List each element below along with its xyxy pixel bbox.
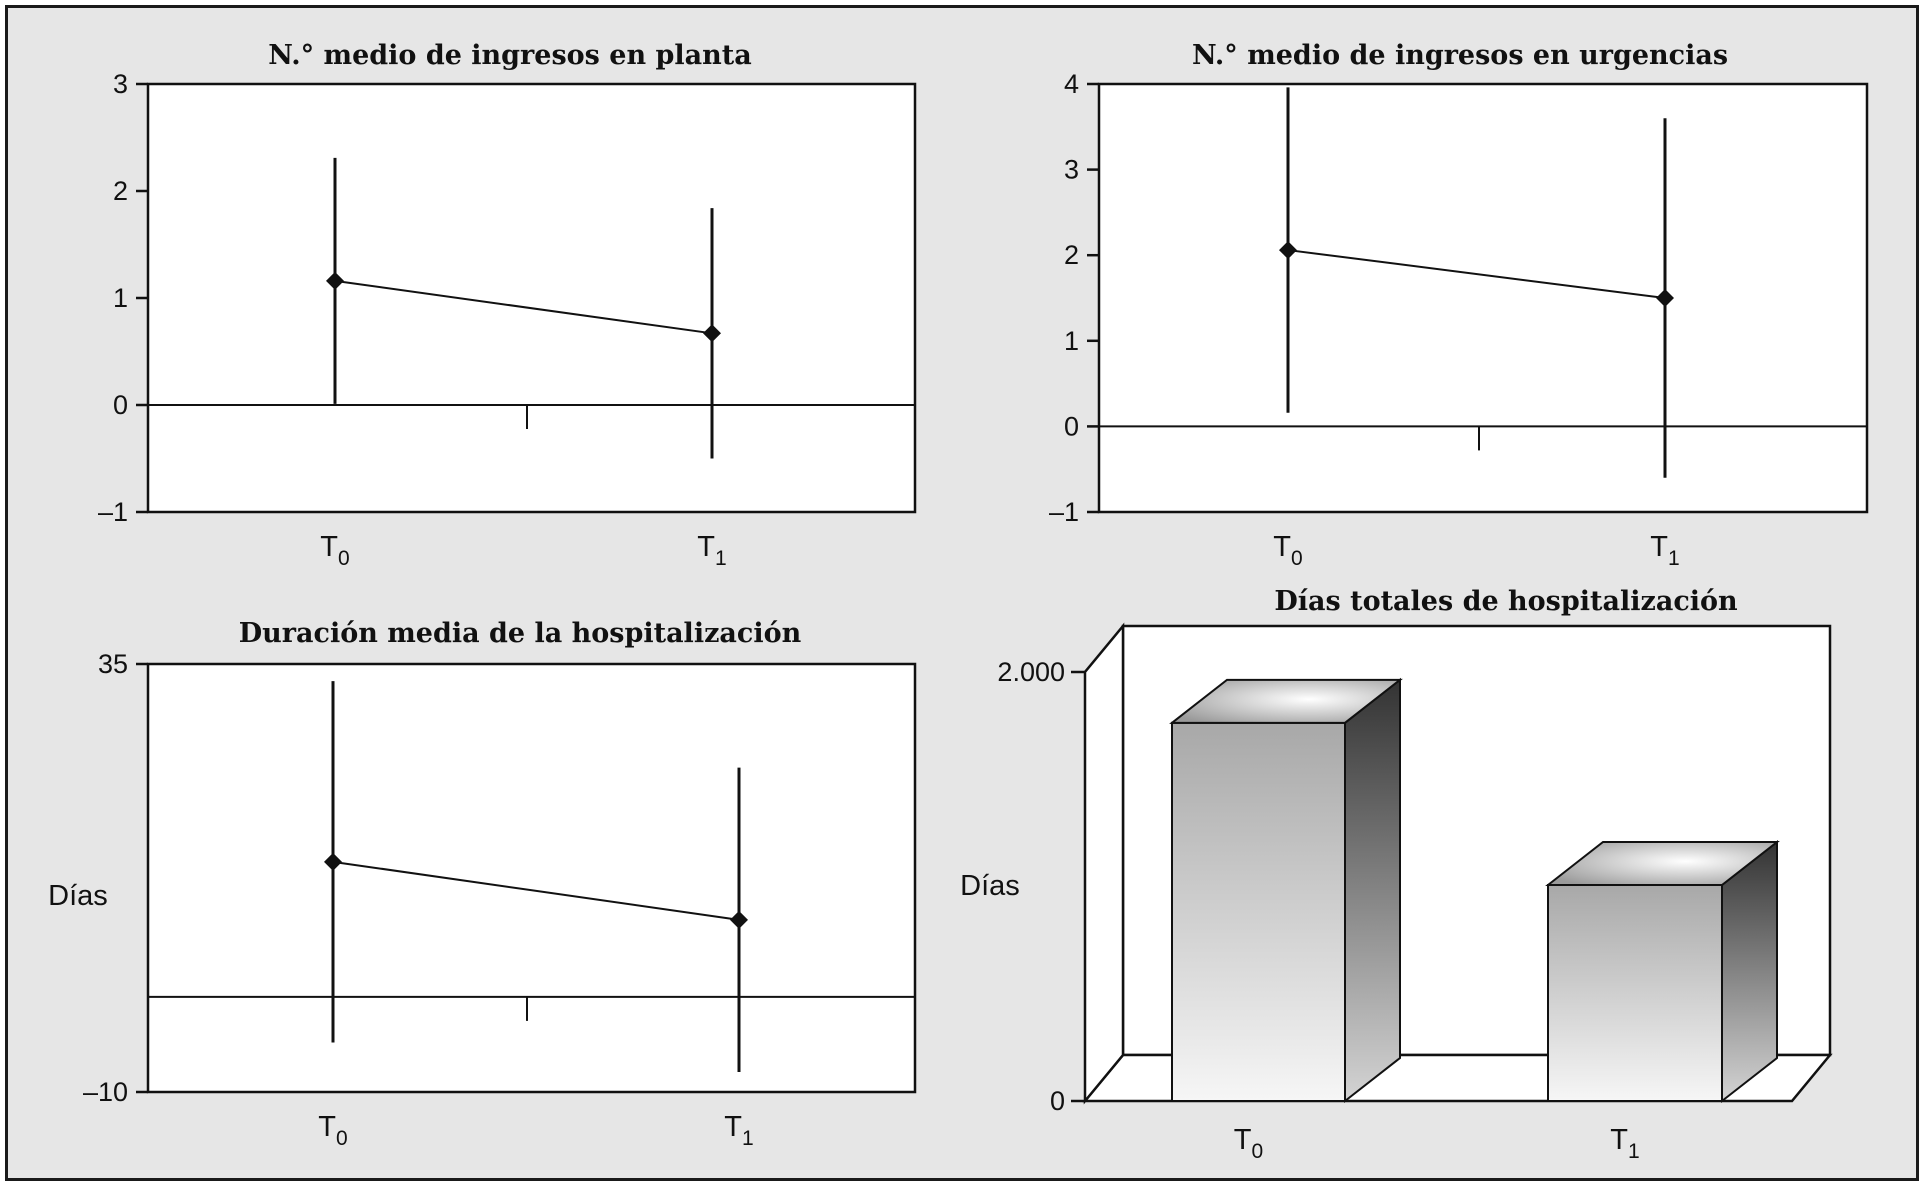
x-tick-label: $T_1$	[1650, 531, 1680, 570]
x-tick-label: $T_0$	[320, 531, 350, 570]
y-axis-label: Días	[960, 870, 1020, 902]
y-tick-label: –10	[82, 1077, 128, 1107]
y-axis-label: Días	[48, 880, 108, 912]
y-tick-label: 1	[1063, 325, 1079, 356]
chart-dias-totales	[960, 586, 1830, 1163]
x-tick-label: $T_0$	[318, 1111, 348, 1150]
y-tick-label: 0	[1063, 411, 1079, 442]
x-tick-label: $T_1$	[1610, 1124, 1640, 1163]
plot-area	[148, 84, 915, 512]
chart-title: N.° medio de ingresos en urgencias	[1191, 40, 1729, 71]
y-tick-label: 1	[112, 283, 128, 313]
y-tick-label: –1	[97, 497, 128, 527]
x-tick-label: $T_1$	[724, 1111, 754, 1150]
x-tick-label: $T_0$	[1273, 531, 1303, 570]
chart-title: Días totales de hospitalización	[1274, 586, 1738, 617]
chart-ingresos-planta	[98, 40, 915, 570]
side-wall	[1085, 626, 1123, 1101]
y-tick-label: 3	[112, 69, 128, 99]
plot-area	[1099, 84, 1867, 512]
y-tick-label: 2	[112, 176, 128, 206]
chart-title: N.° medio de ingresos en planta	[268, 40, 752, 71]
y-tick-label: 0	[112, 390, 128, 420]
bar-front	[1548, 885, 1722, 1101]
y-tick-label: 3	[1063, 154, 1079, 185]
y-tick-label: 4	[1063, 69, 1079, 99]
chart-ingresos-urgencias	[1049, 40, 1867, 570]
chart-title: Duración media de la hospitalización	[238, 618, 802, 649]
y-tick-label: 2.000	[997, 657, 1065, 687]
plot-area	[148, 664, 915, 1092]
y-tick-label: 0	[1049, 1086, 1065, 1116]
bar-side	[1722, 842, 1777, 1101]
x-tick-label: $T_0$	[1233, 1124, 1264, 1163]
bar-side	[1345, 680, 1400, 1101]
chart-duracion-media	[48, 618, 915, 1150]
bar-front	[1172, 723, 1345, 1101]
y-tick-label: 35	[97, 649, 128, 679]
x-tick-label: $T_1$	[697, 531, 727, 570]
y-tick-label: –1	[1048, 497, 1079, 527]
y-tick-label: 2	[1063, 240, 1079, 271]
